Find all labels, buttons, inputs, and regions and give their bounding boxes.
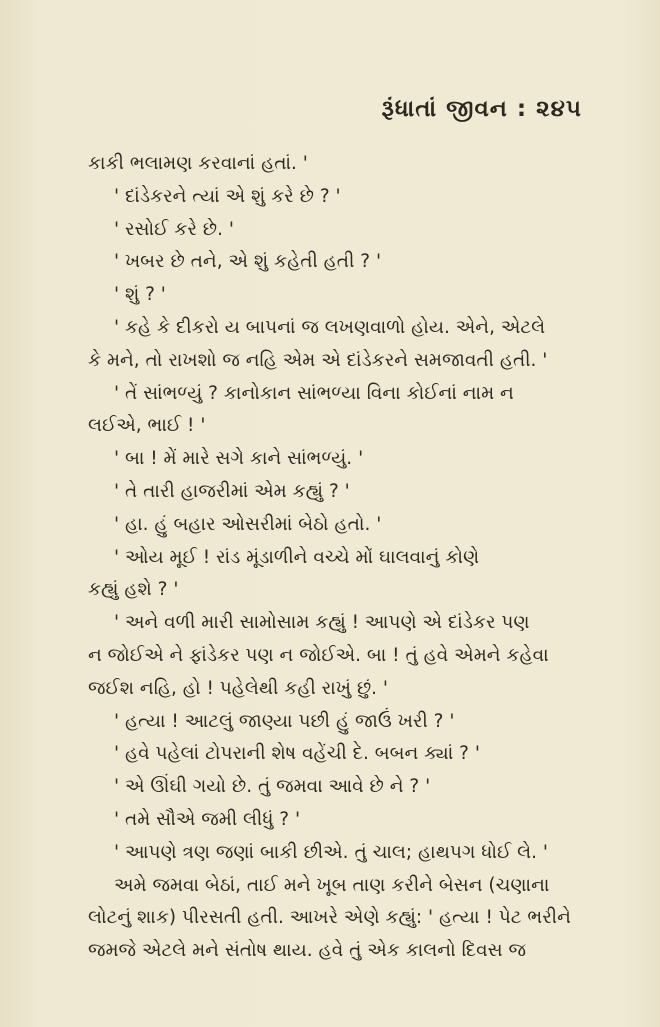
body-text — [88, 148, 608, 968]
text-line: કહ્યું હશે ? ' — [88, 579, 179, 601]
text-line: ' બા ! મેં મારે સગે કાને સાંભળ્યું. ' — [114, 448, 364, 470]
text-line: ' એ ઊંઘી ગયો છે. તું જમવા આવે છે ને ? ' — [114, 776, 431, 798]
text-line: લોટનું શાક) પીરસતી હતી. આખરે એણે કહ્યું: ' હત્યા ! પેટ ભરીને — [88, 907, 571, 929]
text-line: ' શું ? ' — [114, 284, 166, 306]
text-line: ' તે તારી હાજરીમાં એમ કહ્યું ? ' — [114, 480, 350, 502]
text-line: ' અને વળી મારી સામોસામ કહ્યું ! આપણે એ દાંડેકર પણ — [114, 612, 530, 634]
running-header: રૂંધાતાં જીવન : ૨૪૫ — [381, 96, 582, 122]
text-line: ન જોઈએ ને ફાંડેકર પણ ન જોઈએ. બા ! તું હવે એમને કહેવા — [88, 644, 549, 666]
text-line: ' દાંડેકરને ત્યાં એ શું કરે છે ? ' — [114, 185, 341, 207]
text-line: ' આપણે ત્રણ જણાં બાકી છીએ. તું ચાલ; હાથપગ ધોઈ લે. ' — [114, 841, 549, 863]
text-line: ' તેં સાંભળ્યું ? કાનોકાન સાંભળ્યા વિના કોઈનાં નામ ન — [114, 382, 514, 404]
text-line: જઈશ નહિ, હો ! પહેલેથી કહી રાખું છું. ' — [88, 677, 388, 699]
text-line: કાકી ભલામણ કરવાનાં હતાં. ' — [88, 153, 308, 174]
text-line: ' ખબર છે તને, એ શું કહેતી હતી ? ' — [114, 251, 382, 273]
text-line: અમે જમવા બેઠાં, તાઈ મને ખૂબ તાણ કરીને બેસન (ચણાના — [114, 874, 550, 896]
text-line: ' તમે સૌએ જમી લીધું ? ' — [114, 808, 301, 830]
text-line: ' કહે કે દીકરો ય બાપનાં જ લખણવાળો હોય. એને, એટલે — [114, 316, 546, 338]
text-line: ' હા. હું બહાર ઓસરીમાં બેઠો હતો. ' — [114, 513, 382, 535]
text-line: જમજે એટલે મને સંતોષ થાય. હવે તું એક કાલનો દિવસ જ — [88, 940, 527, 962]
text-line: ' ઓય મૂઈ ! રાંડ મૂંડાળીને વચ્ચે મોં ઘાલવાનું કોણે — [114, 546, 480, 568]
text-line: ' હત્યા ! આટલું જાણ્યા પછી હું જાઉં ખરી ? ' — [114, 710, 455, 732]
text-line: લઈએ, ભાઈ ! ' — [88, 415, 206, 437]
text-line: કે મને, તો રાખશો જ નહિ એમ એ દાંડેકરને સમજાવતી હતી. ' — [88, 349, 548, 371]
text-line: ' રસોઈ કરે છે. ' — [114, 218, 234, 240]
text-line: ' હવે પહેલાં ટોપરાની શેષ વહેંચી દે. બબન ક્યાં ? ' — [114, 743, 480, 765]
